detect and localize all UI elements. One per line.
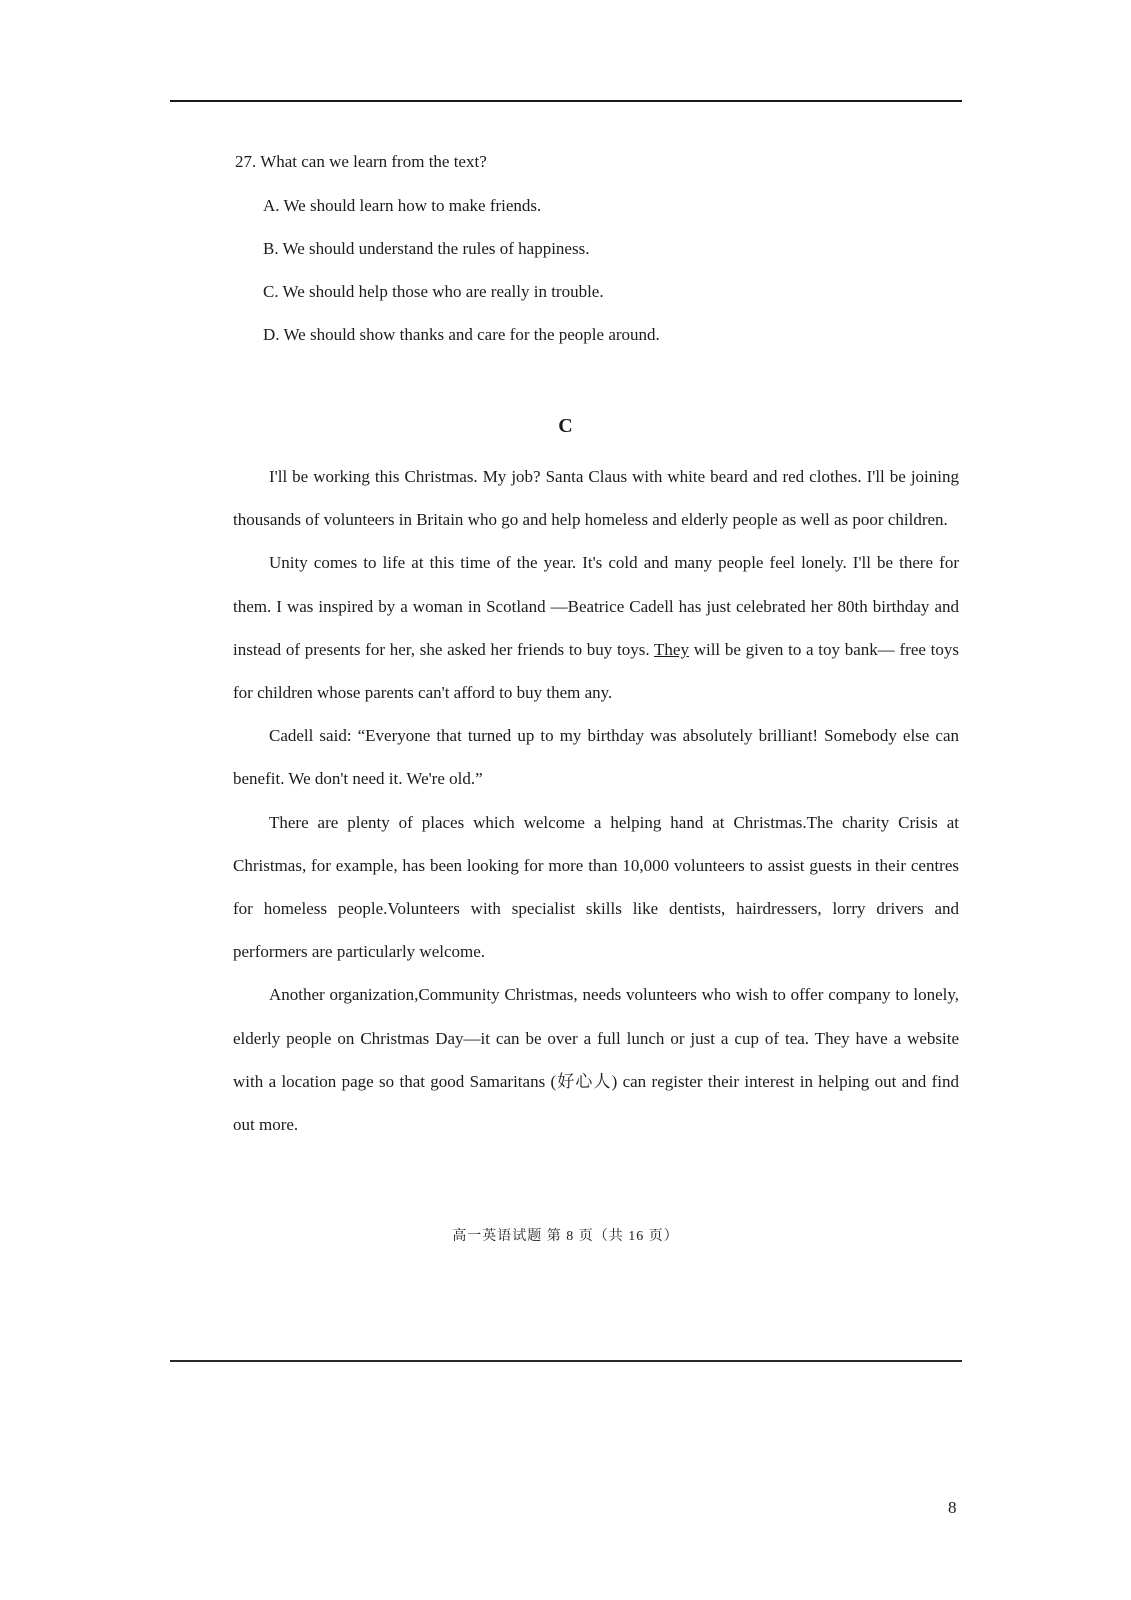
option-d: D. We should show thanks and care for the people around. [263,325,660,344]
paragraph-5: Another organization,Community Christmas, needs volunteers who wish to offer company to lonely, elderly people on Christmas Day—it can be over a full lunch or just a cup of tea. They have a website with a location page so that good Samaritans (好心人) can register their interest in helping out and find out more. [233,985,959,1135]
paragraph-3: Cadell said: “Everyone that turned up to my birthday was absolutely brilliant! Somebody else can benefit. We don't need it. We're old.” [233,726,959,789]
question-text: 27. What can we learn from the text? [235,152,487,171]
page-footer: 高一英语试题 第 8 页（共 16 页） [452,1229,679,1244]
paragraph-1: I'll be working this Christmas. My job? Santa Claus with white beard and red clothes. I'll be joining thousands of volunteers in Britain who go and help homeless and elderly people as well as poor children. [233,467,959,530]
page-number: 8 [948,1498,957,1517]
paragraph-2-part-1: Unity comes to life at this time of the year. It's cold and many people feel lonely. I'll be there for them. I was inspired by a woman in Scotland —Beatrice Cadell has just celebrated her 80th birthday and instead of presents for her, she asked her friends to buy toys. [233,553,959,659]
section-title: C [558,415,573,437]
paragraph-2-part-2: will be given to a toy bank— free toys for children whose parents can't afford to buy them any. [233,639,959,703]
question-27 [235,150,660,366]
paragraph-2 [233,541,959,714]
passage [233,455,959,1146]
option-a: A. We should learn how to make friends. [263,196,542,215]
paragraph-4: There are plenty of places which welcome a helping hand at Christmas.The charity Crisis at Christmas, for example, has been looking for more than 10,000 volunteers to assist guests in their centres for homeless people.Volunteers with specialist skills like dentists, hairdressers, lorry drivers and performers are particularly welcome. [233,812,959,962]
option-b: B. We should understand the rules of happiness. [263,239,590,258]
option-c: C. We should help those who are really in trouble. [263,282,604,301]
bottom-rule [170,1360,962,1362]
top-rule [170,100,962,102]
underlined-word: They [654,639,689,659]
